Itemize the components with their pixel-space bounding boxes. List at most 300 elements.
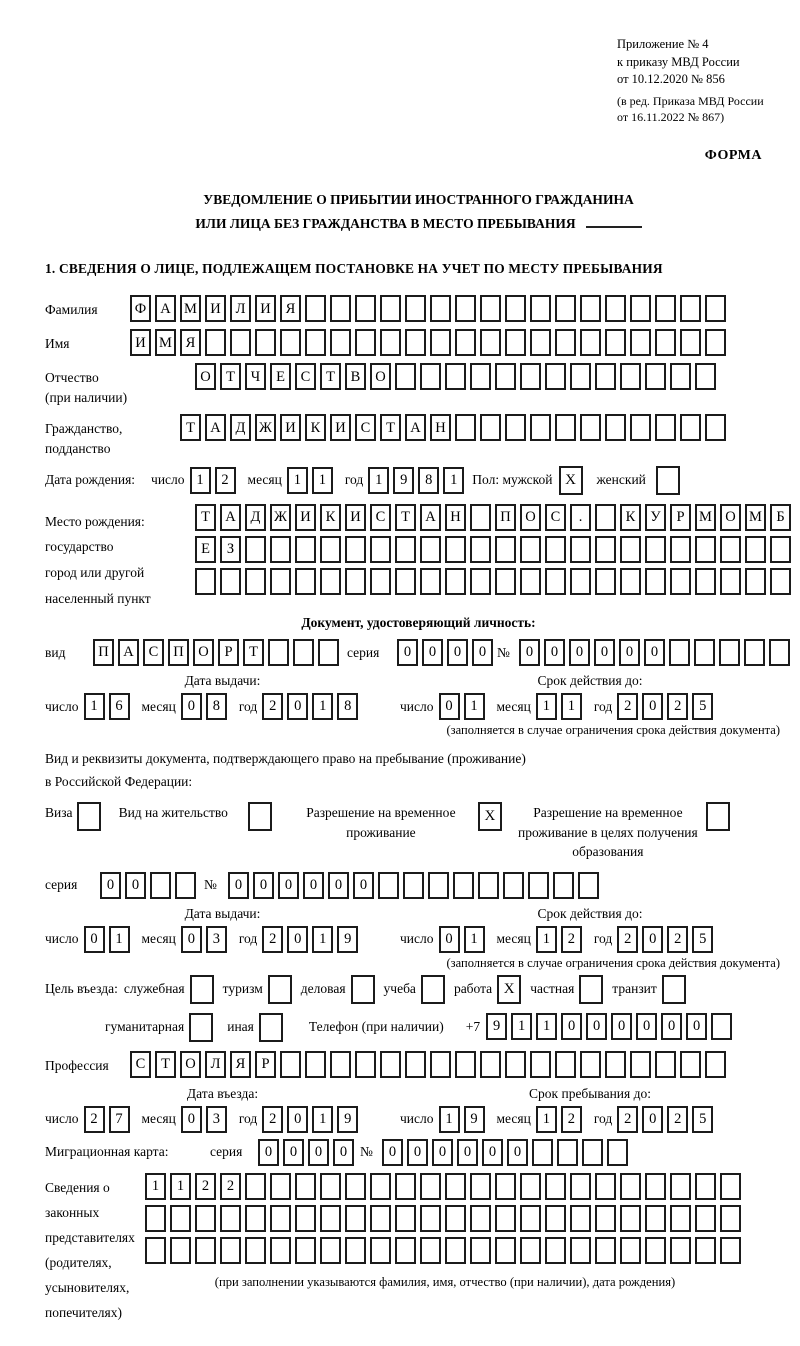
char-cell[interactable] bbox=[430, 295, 451, 322]
char-cell[interactable]: О bbox=[180, 1051, 201, 1078]
char-cell[interactable]: П bbox=[168, 639, 189, 666]
char-cell[interactable]: 0 bbox=[333, 1139, 354, 1166]
char-cell[interactable]: 0 bbox=[328, 872, 349, 899]
sex-male-checkbox[interactable]: X bbox=[559, 466, 583, 495]
char-cell[interactable]: 5 bbox=[692, 1106, 713, 1133]
char-cell[interactable] bbox=[578, 872, 599, 899]
char-cell[interactable] bbox=[270, 568, 291, 595]
char-cell[interactable]: 1 bbox=[536, 1106, 557, 1133]
char-cell[interactable]: 0 bbox=[569, 639, 590, 666]
char-cell[interactable] bbox=[470, 1205, 491, 1232]
char-cell[interactable]: Н bbox=[445, 504, 466, 531]
char-cell[interactable]: 0 bbox=[472, 639, 493, 666]
char-cell[interactable] bbox=[605, 295, 626, 322]
char-cell[interactable] bbox=[330, 329, 351, 356]
char-cell[interactable]: 2 bbox=[667, 1106, 688, 1133]
char-cell[interactable] bbox=[582, 1139, 603, 1166]
char-cell[interactable]: О bbox=[193, 639, 214, 666]
char-cell[interactable] bbox=[395, 1205, 416, 1232]
char-cell[interactable] bbox=[295, 568, 316, 595]
char-cell[interactable]: 0 bbox=[181, 926, 202, 953]
char-cell[interactable]: 0 bbox=[287, 693, 308, 720]
char-cell[interactable] bbox=[395, 363, 416, 390]
char-cell[interactable]: Я bbox=[230, 1051, 251, 1078]
char-cell[interactable]: А bbox=[405, 414, 426, 441]
char-cell[interactable] bbox=[745, 536, 766, 563]
char-cell[interactable] bbox=[570, 1173, 591, 1200]
char-cell[interactable] bbox=[370, 1173, 391, 1200]
char-cell[interactable]: 1 bbox=[536, 926, 557, 953]
char-cell[interactable]: 9 bbox=[337, 926, 358, 953]
char-cell[interactable] bbox=[595, 1205, 616, 1232]
char-cell[interactable]: 0 bbox=[544, 639, 565, 666]
char-cell[interactable] bbox=[670, 1237, 691, 1264]
char-cell[interactable]: 2 bbox=[262, 693, 283, 720]
char-cell[interactable] bbox=[370, 568, 391, 595]
char-cell[interactable]: 1 bbox=[312, 693, 333, 720]
char-cell[interactable] bbox=[680, 414, 701, 441]
char-cell[interactable]: Ч bbox=[245, 363, 266, 390]
char-cell[interactable] bbox=[670, 1173, 691, 1200]
char-cell[interactable] bbox=[295, 1237, 316, 1264]
char-cell[interactable]: 1 bbox=[312, 926, 333, 953]
char-cell[interactable]: 3 bbox=[206, 926, 227, 953]
char-cell[interactable]: Ф bbox=[130, 295, 151, 322]
char-cell[interactable]: 0 bbox=[586, 1013, 607, 1040]
char-cell[interactable] bbox=[645, 568, 666, 595]
char-cell[interactable]: 2 bbox=[215, 467, 236, 494]
char-cell[interactable]: 2 bbox=[617, 693, 638, 720]
char-cell[interactable] bbox=[711, 1013, 732, 1040]
char-cell[interactable] bbox=[405, 329, 426, 356]
char-cell[interactable]: 0 bbox=[258, 1139, 279, 1166]
char-cell[interactable]: С bbox=[545, 504, 566, 531]
char-cell[interactable]: Т bbox=[380, 414, 401, 441]
char-cell[interactable]: 0 bbox=[283, 1139, 304, 1166]
char-cell[interactable]: Я bbox=[280, 295, 301, 322]
char-cell[interactable] bbox=[320, 1237, 341, 1264]
char-cell[interactable] bbox=[705, 1051, 726, 1078]
char-cell[interactable] bbox=[645, 1237, 666, 1264]
purpose-business-checkbox[interactable] bbox=[351, 975, 375, 1004]
char-cell[interactable]: 1 bbox=[368, 467, 389, 494]
char-cell[interactable] bbox=[195, 568, 216, 595]
char-cell[interactable]: 0 bbox=[353, 872, 374, 899]
char-cell[interactable]: 2 bbox=[220, 1173, 241, 1200]
char-cell[interactable]: 0 bbox=[642, 1106, 663, 1133]
char-cell[interactable] bbox=[645, 1205, 666, 1232]
char-cell[interactable]: 0 bbox=[125, 872, 146, 899]
char-cell[interactable] bbox=[470, 568, 491, 595]
char-cell[interactable]: В bbox=[345, 363, 366, 390]
char-cell[interactable] bbox=[268, 639, 289, 666]
char-cell[interactable]: И bbox=[330, 414, 351, 441]
char-cell[interactable]: 0 bbox=[303, 872, 324, 899]
char-cell[interactable] bbox=[170, 1237, 191, 1264]
char-cell[interactable] bbox=[495, 1205, 516, 1232]
char-cell[interactable] bbox=[545, 1205, 566, 1232]
char-cell[interactable] bbox=[330, 295, 351, 322]
purpose-work-checkbox[interactable]: X bbox=[497, 975, 521, 1004]
char-cell[interactable] bbox=[205, 329, 226, 356]
char-cell[interactable]: Я bbox=[180, 329, 201, 356]
char-cell[interactable] bbox=[505, 414, 526, 441]
char-cell[interactable] bbox=[255, 329, 276, 356]
char-cell[interactable]: 0 bbox=[84, 926, 105, 953]
char-cell[interactable] bbox=[395, 536, 416, 563]
char-cell[interactable]: 9 bbox=[337, 1106, 358, 1133]
char-cell[interactable]: Д bbox=[245, 504, 266, 531]
char-cell[interactable] bbox=[570, 536, 591, 563]
char-cell[interactable] bbox=[405, 1051, 426, 1078]
char-cell[interactable]: Е bbox=[270, 363, 291, 390]
char-cell[interactable] bbox=[370, 1205, 391, 1232]
char-cell[interactable] bbox=[532, 1139, 553, 1166]
char-cell[interactable]: 0 bbox=[661, 1013, 682, 1040]
char-cell[interactable] bbox=[595, 568, 616, 595]
char-cell[interactable]: Т bbox=[195, 504, 216, 531]
char-cell[interactable]: 1 bbox=[443, 467, 464, 494]
char-cell[interactable] bbox=[470, 536, 491, 563]
char-cell[interactable]: 0 bbox=[619, 639, 640, 666]
char-cell[interactable]: И bbox=[205, 295, 226, 322]
char-cell[interactable] bbox=[620, 1205, 641, 1232]
char-cell[interactable] bbox=[455, 295, 476, 322]
char-cell[interactable]: 1 bbox=[464, 693, 485, 720]
char-cell[interactable] bbox=[403, 872, 424, 899]
char-cell[interactable]: П bbox=[495, 504, 516, 531]
char-cell[interactable] bbox=[175, 872, 196, 899]
purpose-study-checkbox[interactable] bbox=[421, 975, 445, 1004]
char-cell[interactable]: Т bbox=[320, 363, 341, 390]
char-cell[interactable] bbox=[395, 1173, 416, 1200]
char-cell[interactable]: 0 bbox=[447, 639, 468, 666]
char-cell[interactable] bbox=[695, 1205, 716, 1232]
char-cell[interactable] bbox=[505, 329, 526, 356]
char-cell[interactable] bbox=[195, 1237, 216, 1264]
char-cell[interactable]: 2 bbox=[84, 1106, 105, 1133]
char-cell[interactable] bbox=[705, 414, 726, 441]
char-cell[interactable] bbox=[645, 536, 666, 563]
char-cell[interactable]: 0 bbox=[397, 639, 418, 666]
char-cell[interactable] bbox=[455, 414, 476, 441]
char-cell[interactable]: 0 bbox=[561, 1013, 582, 1040]
char-cell[interactable]: М bbox=[745, 504, 766, 531]
char-cell[interactable] bbox=[557, 1139, 578, 1166]
char-cell[interactable]: 1 bbox=[536, 1013, 557, 1040]
char-cell[interactable] bbox=[520, 1237, 541, 1264]
char-cell[interactable] bbox=[320, 1173, 341, 1200]
char-cell[interactable]: 2 bbox=[667, 926, 688, 953]
char-cell[interactable]: 0 bbox=[519, 639, 540, 666]
char-cell[interactable] bbox=[430, 329, 451, 356]
char-cell[interactable]: Ж bbox=[255, 414, 276, 441]
char-cell[interactable]: 2 bbox=[195, 1173, 216, 1200]
char-cell[interactable] bbox=[430, 1051, 451, 1078]
char-cell[interactable] bbox=[720, 536, 741, 563]
char-cell[interactable] bbox=[580, 295, 601, 322]
char-cell[interactable] bbox=[503, 872, 524, 899]
char-cell[interactable] bbox=[570, 1205, 591, 1232]
char-cell[interactable] bbox=[245, 1205, 266, 1232]
char-cell[interactable]: 0 bbox=[432, 1139, 453, 1166]
char-cell[interactable] bbox=[570, 1237, 591, 1264]
char-cell[interactable]: 1 bbox=[536, 693, 557, 720]
char-cell[interactable] bbox=[445, 1237, 466, 1264]
char-cell[interactable] bbox=[705, 329, 726, 356]
char-cell[interactable]: А bbox=[420, 504, 441, 531]
char-cell[interactable]: О bbox=[195, 363, 216, 390]
temp-residence-education-checkbox[interactable] bbox=[706, 802, 730, 831]
char-cell[interactable] bbox=[580, 414, 601, 441]
char-cell[interactable]: 3 bbox=[206, 1106, 227, 1133]
char-cell[interactable]: Т bbox=[180, 414, 201, 441]
char-cell[interactable] bbox=[520, 536, 541, 563]
char-cell[interactable]: Л bbox=[205, 1051, 226, 1078]
char-cell[interactable] bbox=[470, 1173, 491, 1200]
char-cell[interactable]: К bbox=[305, 414, 326, 441]
char-cell[interactable] bbox=[420, 536, 441, 563]
char-cell[interactable] bbox=[520, 1173, 541, 1200]
char-cell[interactable] bbox=[455, 1051, 476, 1078]
char-cell[interactable] bbox=[455, 329, 476, 356]
char-cell[interactable] bbox=[645, 1173, 666, 1200]
char-cell[interactable]: 0 bbox=[100, 872, 121, 899]
char-cell[interactable] bbox=[680, 295, 701, 322]
char-cell[interactable] bbox=[245, 568, 266, 595]
char-cell[interactable] bbox=[620, 536, 641, 563]
char-cell[interactable]: Н bbox=[430, 414, 451, 441]
char-cell[interactable]: А bbox=[220, 504, 241, 531]
char-cell[interactable] bbox=[695, 363, 716, 390]
char-cell[interactable]: 1 bbox=[439, 1106, 460, 1133]
char-cell[interactable] bbox=[607, 1139, 628, 1166]
char-cell[interactable] bbox=[270, 1205, 291, 1232]
char-cell[interactable] bbox=[445, 363, 466, 390]
char-cell[interactable] bbox=[395, 1237, 416, 1264]
char-cell[interactable] bbox=[420, 1173, 441, 1200]
char-cell[interactable]: 0 bbox=[287, 926, 308, 953]
char-cell[interactable] bbox=[380, 295, 401, 322]
char-cell[interactable]: Р bbox=[218, 639, 239, 666]
char-cell[interactable]: Ж bbox=[270, 504, 291, 531]
char-cell[interactable]: 1 bbox=[84, 693, 105, 720]
char-cell[interactable]: 1 bbox=[312, 467, 333, 494]
char-cell[interactable]: 0 bbox=[407, 1139, 428, 1166]
char-cell[interactable] bbox=[705, 295, 726, 322]
char-cell[interactable] bbox=[530, 295, 551, 322]
char-cell[interactable]: 1 bbox=[145, 1173, 166, 1200]
char-cell[interactable] bbox=[420, 1237, 441, 1264]
char-cell[interactable]: 2 bbox=[617, 1106, 638, 1133]
char-cell[interactable] bbox=[295, 536, 316, 563]
char-cell[interactable] bbox=[695, 536, 716, 563]
char-cell[interactable] bbox=[680, 1051, 701, 1078]
char-cell[interactable] bbox=[745, 568, 766, 595]
char-cell[interactable]: 0 bbox=[422, 639, 443, 666]
residence-permit-checkbox[interactable] bbox=[248, 802, 272, 831]
char-cell[interactable]: 2 bbox=[262, 926, 283, 953]
char-cell[interactable] bbox=[380, 1051, 401, 1078]
char-cell[interactable]: Л bbox=[230, 295, 251, 322]
char-cell[interactable] bbox=[770, 568, 791, 595]
temp-residence-checkbox[interactable]: X bbox=[478, 802, 502, 831]
char-cell[interactable]: Б bbox=[770, 504, 791, 531]
char-cell[interactable] bbox=[620, 363, 641, 390]
char-cell[interactable] bbox=[270, 536, 291, 563]
char-cell[interactable] bbox=[720, 568, 741, 595]
char-cell[interactable]: 0 bbox=[611, 1013, 632, 1040]
char-cell[interactable]: К bbox=[320, 504, 341, 531]
char-cell[interactable] bbox=[555, 414, 576, 441]
char-cell[interactable]: 0 bbox=[308, 1139, 329, 1166]
char-cell[interactable] bbox=[220, 1237, 241, 1264]
char-cell[interactable] bbox=[495, 568, 516, 595]
char-cell[interactable] bbox=[445, 536, 466, 563]
purpose-private-checkbox[interactable] bbox=[579, 975, 603, 1004]
char-cell[interactable]: 8 bbox=[337, 693, 358, 720]
char-cell[interactable] bbox=[520, 1205, 541, 1232]
char-cell[interactable]: З bbox=[220, 536, 241, 563]
char-cell[interactable] bbox=[355, 329, 376, 356]
char-cell[interactable]: 1 bbox=[287, 467, 308, 494]
char-cell[interactable]: 0 bbox=[642, 693, 663, 720]
purpose-tourism-checkbox[interactable] bbox=[268, 975, 292, 1004]
char-cell[interactable] bbox=[530, 414, 551, 441]
char-cell[interactable] bbox=[744, 639, 765, 666]
char-cell[interactable]: 0 bbox=[253, 872, 274, 899]
char-cell[interactable] bbox=[520, 568, 541, 595]
char-cell[interactable]: И bbox=[255, 295, 276, 322]
char-cell[interactable]: 2 bbox=[561, 1106, 582, 1133]
char-cell[interactable] bbox=[595, 1173, 616, 1200]
char-cell[interactable] bbox=[195, 1205, 216, 1232]
char-cell[interactable] bbox=[570, 568, 591, 595]
sex-female-checkbox[interactable] bbox=[656, 466, 680, 495]
char-cell[interactable]: С bbox=[355, 414, 376, 441]
char-cell[interactable]: И bbox=[295, 504, 316, 531]
char-cell[interactable] bbox=[245, 1173, 266, 1200]
char-cell[interactable] bbox=[630, 414, 651, 441]
char-cell[interactable]: 7 bbox=[109, 1106, 130, 1133]
char-cell[interactable]: А bbox=[205, 414, 226, 441]
char-cell[interactable] bbox=[330, 1051, 351, 1078]
char-cell[interactable] bbox=[370, 1237, 391, 1264]
char-cell[interactable]: . bbox=[570, 504, 591, 531]
char-cell[interactable] bbox=[720, 1173, 741, 1200]
char-cell[interactable] bbox=[580, 329, 601, 356]
char-cell[interactable]: Т bbox=[243, 639, 264, 666]
char-cell[interactable] bbox=[470, 363, 491, 390]
char-cell[interactable]: 0 bbox=[636, 1013, 657, 1040]
char-cell[interactable]: 2 bbox=[617, 926, 638, 953]
char-cell[interactable] bbox=[280, 329, 301, 356]
char-cell[interactable]: 2 bbox=[262, 1106, 283, 1133]
char-cell[interactable]: 0 bbox=[181, 1106, 202, 1133]
char-cell[interactable] bbox=[695, 1237, 716, 1264]
char-cell[interactable] bbox=[528, 872, 549, 899]
char-cell[interactable] bbox=[595, 363, 616, 390]
char-cell[interactable]: Е bbox=[195, 536, 216, 563]
char-cell[interactable]: С bbox=[295, 363, 316, 390]
char-cell[interactable] bbox=[595, 504, 616, 531]
char-cell[interactable] bbox=[220, 568, 241, 595]
char-cell[interactable] bbox=[445, 1205, 466, 1232]
char-cell[interactable] bbox=[420, 1205, 441, 1232]
char-cell[interactable]: 1 bbox=[170, 1173, 191, 1200]
char-cell[interactable]: 0 bbox=[439, 693, 460, 720]
char-cell[interactable]: 1 bbox=[190, 467, 211, 494]
char-cell[interactable] bbox=[280, 1051, 301, 1078]
char-cell[interactable] bbox=[495, 1237, 516, 1264]
char-cell[interactable]: А bbox=[118, 639, 139, 666]
char-cell[interactable]: С bbox=[370, 504, 391, 531]
char-cell[interactable] bbox=[345, 1205, 366, 1232]
char-cell[interactable] bbox=[680, 329, 701, 356]
char-cell[interactable]: И bbox=[280, 414, 301, 441]
char-cell[interactable]: 0 bbox=[181, 693, 202, 720]
purpose-humanitarian-checkbox[interactable] bbox=[189, 1013, 213, 1042]
char-cell[interactable] bbox=[478, 872, 499, 899]
char-cell[interactable] bbox=[505, 1051, 526, 1078]
char-cell[interactable]: 2 bbox=[561, 926, 582, 953]
char-cell[interactable] bbox=[230, 329, 251, 356]
char-cell[interactable]: 0 bbox=[686, 1013, 707, 1040]
char-cell[interactable] bbox=[345, 568, 366, 595]
char-cell[interactable] bbox=[318, 639, 339, 666]
char-cell[interactable] bbox=[395, 568, 416, 595]
char-cell[interactable] bbox=[445, 568, 466, 595]
char-cell[interactable] bbox=[505, 295, 526, 322]
char-cell[interactable]: 0 bbox=[457, 1139, 478, 1166]
char-cell[interactable] bbox=[605, 329, 626, 356]
char-cell[interactable] bbox=[630, 295, 651, 322]
char-cell[interactable] bbox=[270, 1237, 291, 1264]
char-cell[interactable] bbox=[470, 1237, 491, 1264]
char-cell[interactable]: 0 bbox=[482, 1139, 503, 1166]
char-cell[interactable]: И bbox=[130, 329, 151, 356]
char-cell[interactable] bbox=[719, 639, 740, 666]
char-cell[interactable] bbox=[580, 1051, 601, 1078]
char-cell[interactable] bbox=[720, 1237, 741, 1264]
char-cell[interactable] bbox=[295, 1173, 316, 1200]
char-cell[interactable] bbox=[553, 872, 574, 899]
char-cell[interactable]: Т bbox=[155, 1051, 176, 1078]
char-cell[interactable]: М bbox=[155, 329, 176, 356]
char-cell[interactable] bbox=[670, 536, 691, 563]
char-cell[interactable] bbox=[605, 1051, 626, 1078]
char-cell[interactable]: 5 bbox=[692, 926, 713, 953]
char-cell[interactable] bbox=[495, 536, 516, 563]
char-cell[interactable] bbox=[670, 1205, 691, 1232]
char-cell[interactable]: 1 bbox=[312, 1106, 333, 1133]
purpose-transit-checkbox[interactable] bbox=[662, 975, 686, 1004]
char-cell[interactable]: Р bbox=[670, 504, 691, 531]
char-cell[interactable] bbox=[670, 568, 691, 595]
char-cell[interactable] bbox=[655, 414, 676, 441]
char-cell[interactable]: П bbox=[93, 639, 114, 666]
char-cell[interactable] bbox=[480, 1051, 501, 1078]
char-cell[interactable] bbox=[620, 568, 641, 595]
char-cell[interactable]: 0 bbox=[287, 1106, 308, 1133]
char-cell[interactable] bbox=[470, 504, 491, 531]
char-cell[interactable]: 0 bbox=[278, 872, 299, 899]
char-cell[interactable]: К bbox=[620, 504, 641, 531]
char-cell[interactable]: 9 bbox=[464, 1106, 485, 1133]
char-cell[interactable] bbox=[445, 1173, 466, 1200]
char-cell[interactable]: Д bbox=[230, 414, 251, 441]
char-cell[interactable] bbox=[545, 1237, 566, 1264]
